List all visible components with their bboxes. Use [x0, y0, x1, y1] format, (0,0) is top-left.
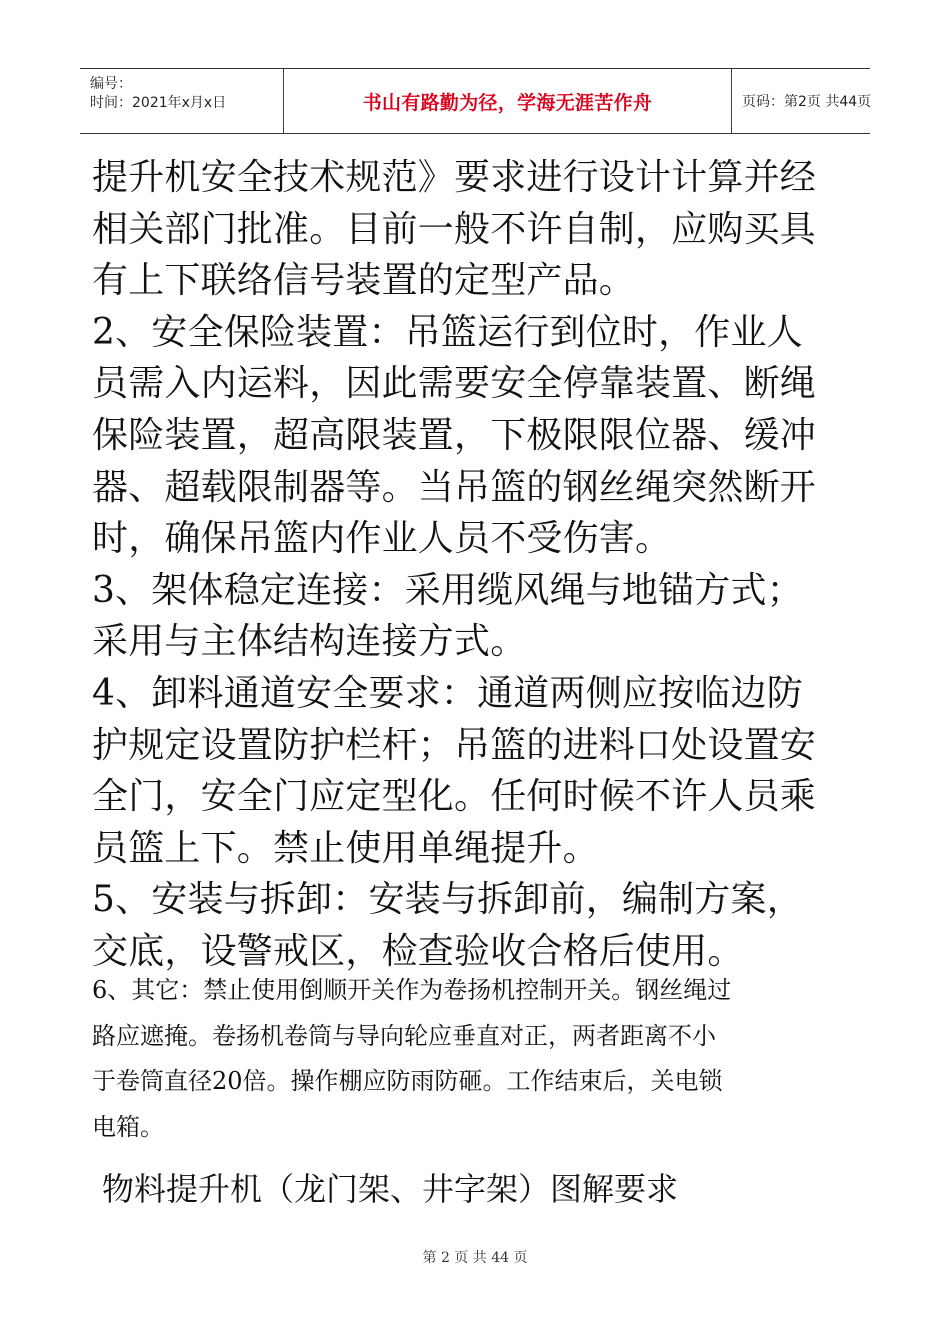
body-line: 采用与主体结构连接方式。: [92, 621, 527, 663]
body-line: 保险装置，超高限装置，下极限限位器、缓冲: [92, 414, 817, 456]
serial-label: 编号：: [90, 76, 132, 92]
body-line: 有上下联络信号装置的定型产品。: [92, 260, 636, 302]
small-line: 路应遮掩。卷扬机卷筒与导向轮应垂直对正，两者距离不小: [92, 1021, 716, 1050]
section-6-text: [92, 968, 862, 1150]
figure-caption: 物料提升机（龙门架、井字架）图解要求: [102, 1170, 679, 1208]
body-line: 器、超载限制器等。当吊篮的钢丝绳突然断开: [92, 466, 817, 508]
body-line: 3、架体稳定连接：采用缆风绳与地锚方式；: [92, 569, 803, 611]
body-line: 交底，设警戒区，检查验收合格后使用。: [92, 930, 744, 972]
body-line: 4、卸料通道安全要求：通道两侧应按临边防: [92, 672, 803, 714]
body-line: 员篮上下。禁止使用单绳提升。: [92, 827, 599, 869]
body-line: 员需入内运料，因此需要安全停靠装置、断绳: [92, 363, 817, 405]
header-meta: [80, 69, 283, 133]
body-line: 护规定设置防护栏杆；吊篮的进料口处设置安: [92, 724, 817, 766]
body-line: 2、安全保险装置：吊篮运行到位时，作业人: [92, 311, 803, 353]
header-page-info: 页码：第2页 共44页: [742, 94, 872, 110]
header-motto: 书山有路勤为径，学海无涯苦作舟: [362, 91, 653, 114]
time-label: 时间：2021年x月x日: [90, 95, 227, 111]
body-text: [92, 152, 862, 978]
body-line: 相关部门批准。目前一般不许自制，应购买具: [92, 208, 817, 250]
body-line: 提升机安全技术规范》要求进行设计计算并经: [92, 157, 817, 198]
body-line: 5、安装与拆卸：安装与拆卸前，编制方案，: [92, 879, 803, 921]
body-line: 时，确保吊篮内作业人员不受伤害。: [92, 518, 672, 560]
page-footer: 第 2 页 共 44 页: [422, 1250, 528, 1266]
small-line: 6、其它：禁止使用倒顺开关作为卷扬机控制开关。钢丝绳过: [92, 976, 732, 1004]
page-header: [80, 68, 870, 134]
small-line: 电箱。: [92, 1112, 164, 1141]
header-motto-cell: [283, 69, 732, 133]
small-line: 于卷筒直径20倍。操作棚应防雨防砸。工作结束后，关电锁: [92, 1067, 723, 1095]
body-line: 全门，安全门应定型化。任何时候不许人员乘: [92, 776, 817, 818]
